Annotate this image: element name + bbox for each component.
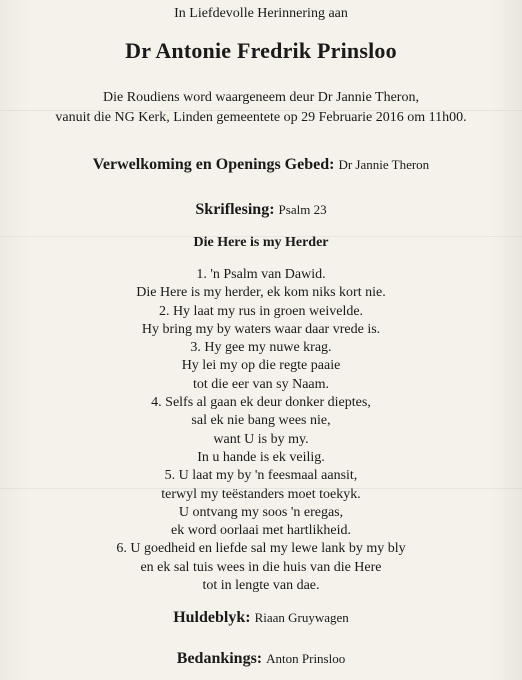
thanks-value: Anton Prinsloo xyxy=(266,651,346,666)
psalm-line: Hy lei my op die regte paaie xyxy=(181,358,341,374)
memorial-line: In Liefdevolle Herinnering aan xyxy=(174,6,348,21)
welcome-label: Verwelkoming en Openings Gebed: xyxy=(92,156,335,173)
deceased-name: Dr Antonie Fredrik Prinsloo xyxy=(125,38,397,63)
reading-value: Psalm 23 xyxy=(278,202,327,217)
welcome-section xyxy=(0,156,522,174)
psalm-line: 3. Hy gee my nuwe krag. xyxy=(190,340,332,356)
psalm-line: 2. Hy laat my rus in groen weivelde. xyxy=(158,303,364,319)
psalm-line: 6. U goedheid en liefde sal my lewe lank by my bly xyxy=(116,541,406,557)
psalm-line: 4. Selfs al gaan ek deur donker dieptes, xyxy=(151,395,371,411)
psalm-line: tot die eer van sy Naam. xyxy=(192,376,330,392)
psalm-line: ek word oorlaai met hartlikheid. xyxy=(171,523,351,539)
reading-label: Skriflesing: xyxy=(195,201,275,218)
psalm-title: Die Here is my Herder xyxy=(193,235,329,250)
psalm-line: want U is by my. xyxy=(213,431,309,447)
psalm-line: Hy bring my by waters waar daar vrede is. xyxy=(141,321,381,337)
intro-line-1: Die Roudiens word waargeneem deur Dr Jannie Theron, xyxy=(103,90,419,105)
psalm-line: terwyl my teëstanders moet toekyk. xyxy=(161,486,361,502)
tribute-section xyxy=(0,609,522,627)
welcome-value: Dr Jannie Theron xyxy=(338,157,430,172)
thanks-label: Bedankings: xyxy=(176,650,263,667)
psalm-line: en ek sal tuis wees in die huis van die Here xyxy=(140,559,382,575)
service-intro xyxy=(0,88,522,128)
psalm-line: 1. 'n Psalm van Dawid. xyxy=(196,267,326,282)
tribute-label: Huldeblyk: xyxy=(173,609,251,626)
intro-line-2: vanuit die NG Kerk, Linden gemeentete op 29 Februarie 2016 om 11h00. xyxy=(55,110,467,125)
thanks-section xyxy=(0,650,522,668)
psalm-line: sal ek nie bang wees nie, xyxy=(191,413,331,429)
psalm-line: U ontvang my soos 'n eregas, xyxy=(178,504,344,520)
psalm-line: 5. U laat my by 'n feesmaal aansit, xyxy=(164,468,358,484)
psalm-line: In u hande is ek veilig. xyxy=(197,449,325,465)
scripture-reading-section xyxy=(0,201,522,219)
psalm-line: tot in lengte van dae. xyxy=(202,578,320,594)
tribute-value: Riaan Gruywagen xyxy=(254,610,349,625)
psalm-line: Die Here is my herder, ek kom niks kort nie. xyxy=(136,285,386,301)
psalm-text xyxy=(0,266,522,595)
